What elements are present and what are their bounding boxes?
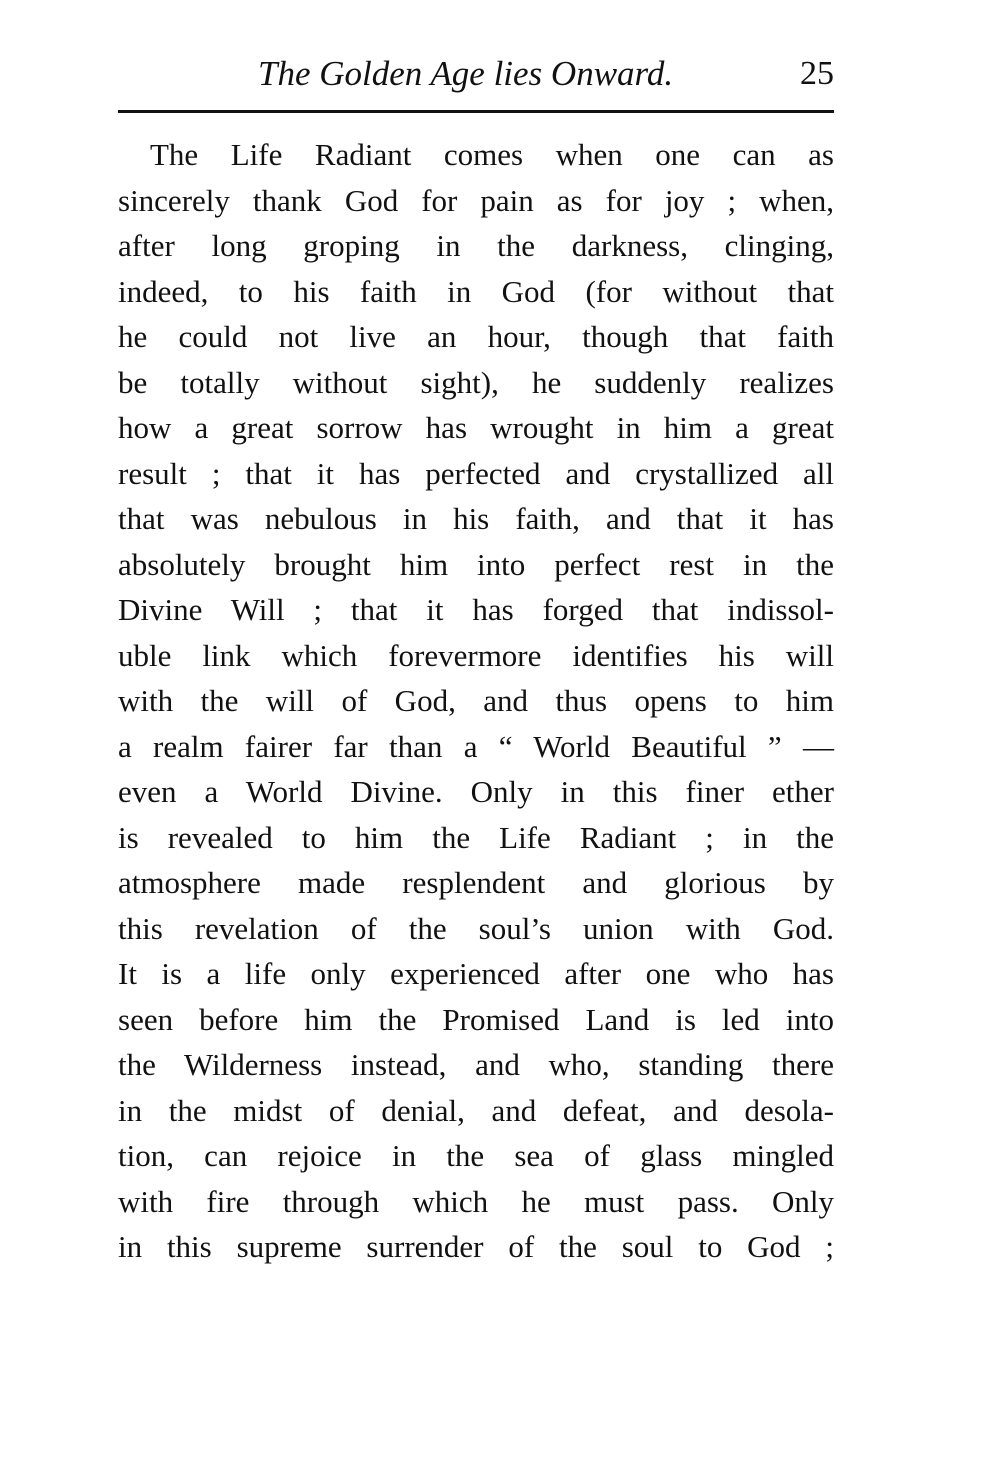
text-line: tion, can rejoice in the sea of glass mingled <box>118 1138 834 1173</box>
text-line: result ; that it has perfected and crystallized all <box>118 455 834 491</box>
text-line: Divine Will ; that it has forged that indissol- <box>118 592 834 627</box>
text-line: a realm fairer far than a “ World Beautiful ” — <box>118 728 834 764</box>
text-line: in the midst of denial, and defeat, and desola- <box>118 1092 834 1128</box>
text-line: The Life Radiant comes when one can as <box>150 137 834 172</box>
text-line: the Wilderness instead, and who, standing there <box>118 1047 834 1082</box>
text-line: that was nebulous in his faith, and that it has <box>118 501 834 536</box>
text-line: sincerely thank God for pain as for joy ; when, <box>118 182 834 218</box>
header-rule <box>118 110 834 113</box>
text-line: he could not live an hour, though that faith <box>118 319 834 354</box>
text-line: It is a life only experienced after one who has <box>118 956 834 991</box>
running-head <box>118 52 834 100</box>
text-line: indeed, to his faith in God (for without that <box>118 273 834 309</box>
text-line: absolutely brought him into perfect rest in the <box>118 546 834 582</box>
text-line: in this supreme surrender of the soul to God ; <box>118 1229 834 1264</box>
text-line: be totally without sight), he suddenly realizes <box>118 364 834 400</box>
text-line: how a great sorrow has wrought in him a great <box>118 410 834 445</box>
text-line: seen before him the Promised Land is led into <box>118 1001 834 1037</box>
running-title: The Golden Age lies Onward. <box>258 54 674 93</box>
text-line: even a World Divine. Only in this finer ether <box>118 774 834 809</box>
text-line: uble link which forevermore identifies his will <box>118 637 834 673</box>
text-line: after long groping in the darkness, clinging, <box>118 228 834 263</box>
page-number: 25 <box>800 55 834 92</box>
text-line: this revelation of the soul’s union with God. <box>118 910 834 946</box>
text-line: with the will of God, and thus opens to him <box>118 683 834 718</box>
text-line: is revealed to him the Life Radiant ; in the <box>118 819 834 855</box>
text-line: atmosphere made resplendent and glorious by <box>118 865 834 900</box>
text-line: with fire through which he must pass. Only <box>118 1183 834 1219</box>
body-text <box>118 132 834 1270</box>
